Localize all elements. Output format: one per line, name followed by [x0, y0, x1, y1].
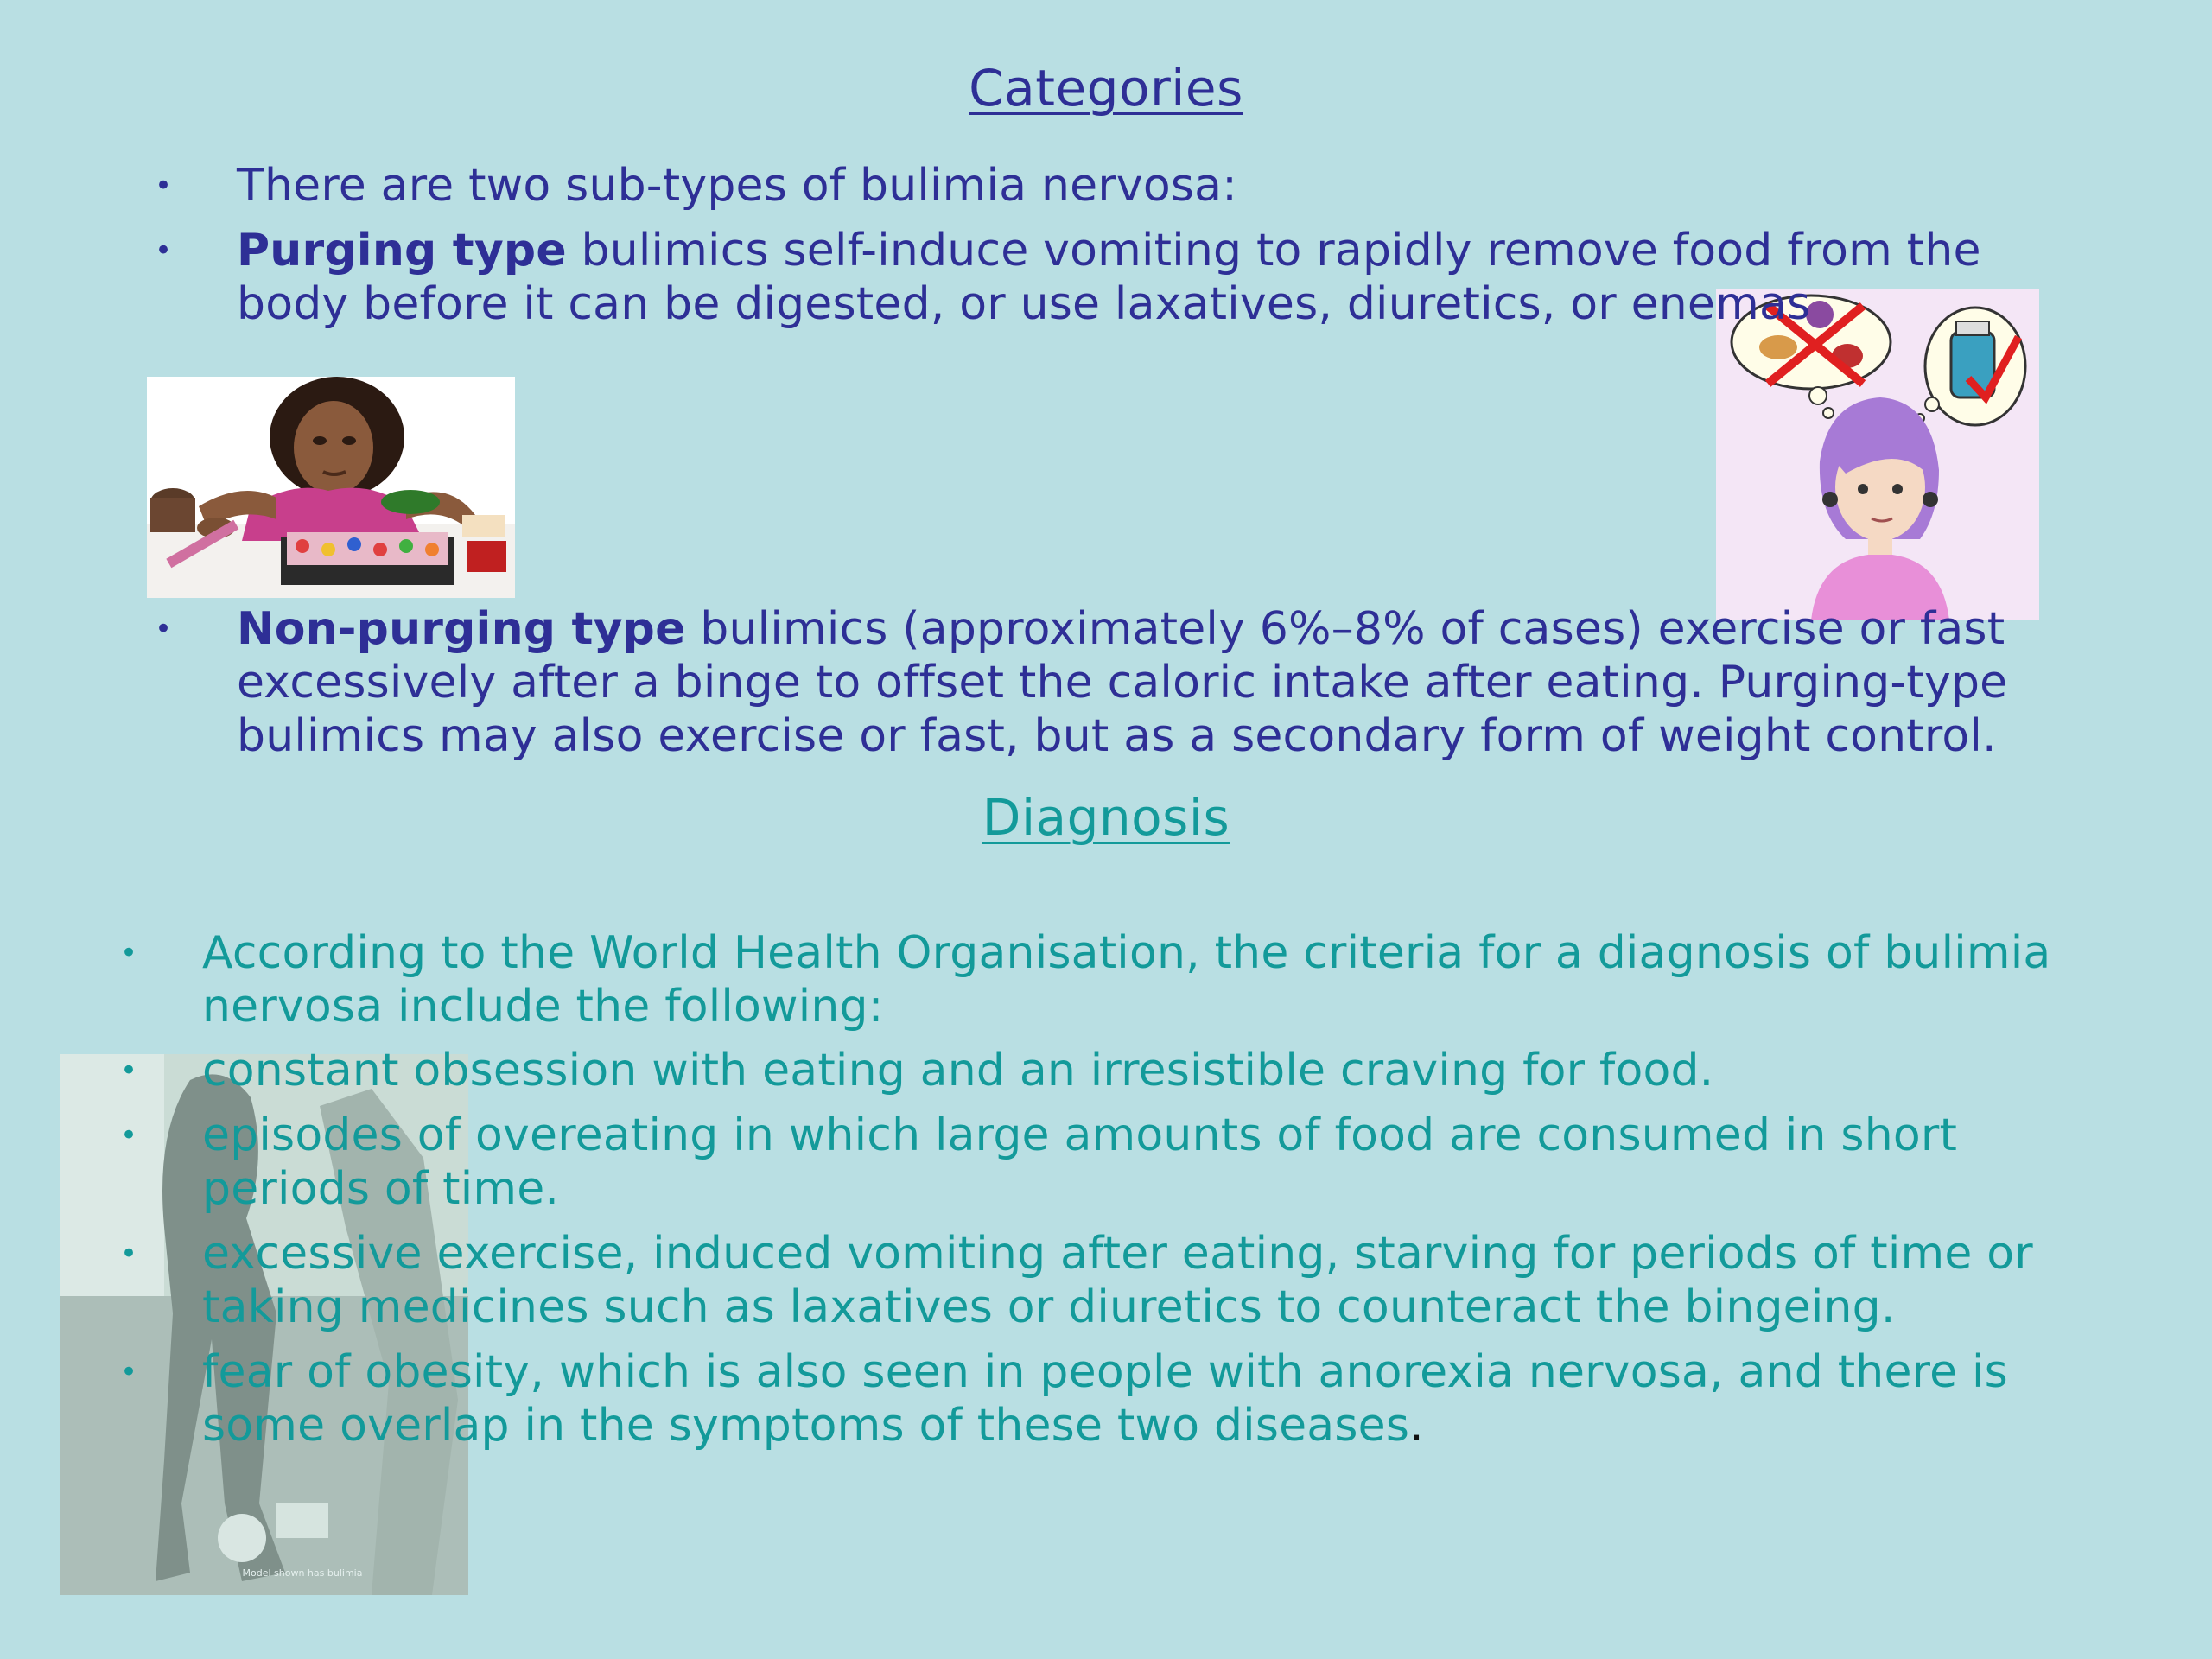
cartoon-girl-thinking-illustration	[1716, 289, 2039, 620]
categories-bullet-1	[155, 159, 2094, 213]
categories-heading: Categories	[969, 59, 1243, 118]
bullet-text: According to the World Health Organisation, the criteria for a diagnosis of bulimia nervosa include the following:	[202, 927, 2051, 1033]
girl-with-food-photo	[147, 377, 515, 598]
categories-bullet-purging	[155, 224, 2094, 331]
diagnosis-bullet-5	[120, 1345, 2060, 1452]
bullet-dot: •	[120, 936, 138, 970]
bullet-text: There are two sub-types of bulimia nervosa:	[237, 160, 1237, 212]
diagnosis-bullet-1	[120, 926, 2060, 1033]
photo-caption: Model shown has bulimia	[242, 1567, 363, 1579]
bullet-dot: •	[120, 1053, 138, 1088]
bullet-dot: •	[155, 233, 173, 268]
bullet-text: episodes of overeating in which large amounts of food are consumed in short periods of time.	[202, 1109, 1958, 1215]
bullet-text: constant obsession with eating and an irresistible craving for food.	[202, 1045, 1714, 1096]
diagnosis-bullet-4	[120, 1227, 2060, 1334]
bullet-dot: •	[155, 612, 173, 646]
bullet-text: excessive exercise, induced vomiting after eating, starving for periods of time or taking medicines such as laxatives or diuretics to counteract the bingeing.	[202, 1228, 2033, 1333]
bullet-dot: •	[120, 1355, 138, 1389]
bullet-text: bulimics (approximately 6%–8% of cases) exercise or fast excessively after a binge to offset the caloric intake after eating. Purging-type bulimics may also exercise or fast, but as a secondary form of weight control.	[237, 603, 2008, 762]
categories-bullet-nonpurging	[155, 602, 2094, 763]
bullet-text: fear of obesity, which is also seen in people with anorexia nervosa, and there is some overlap in the symptoms of these two diseases	[202, 1346, 2008, 1452]
bullet-dot: •	[155, 168, 173, 203]
bullet-bold-term: Purging type	[237, 225, 567, 276]
bullet-text: bulimics self-induce vomiting to rapidly remove food from the body before it can be digested, or use laxatives, diuretics, or enemas	[237, 225, 1981, 330]
diagnosis-bullet-2	[120, 1044, 2060, 1097]
bullet-bold-term: Non-purging type	[237, 603, 686, 655]
bullet-trailing-period: .	[1409, 1400, 1424, 1452]
diagnosis-heading: Diagnosis	[982, 788, 1230, 847]
bullet-dot: •	[120, 1236, 138, 1271]
bullet-dot: •	[120, 1118, 138, 1153]
diagnosis-bullet-3	[120, 1109, 2060, 1216]
